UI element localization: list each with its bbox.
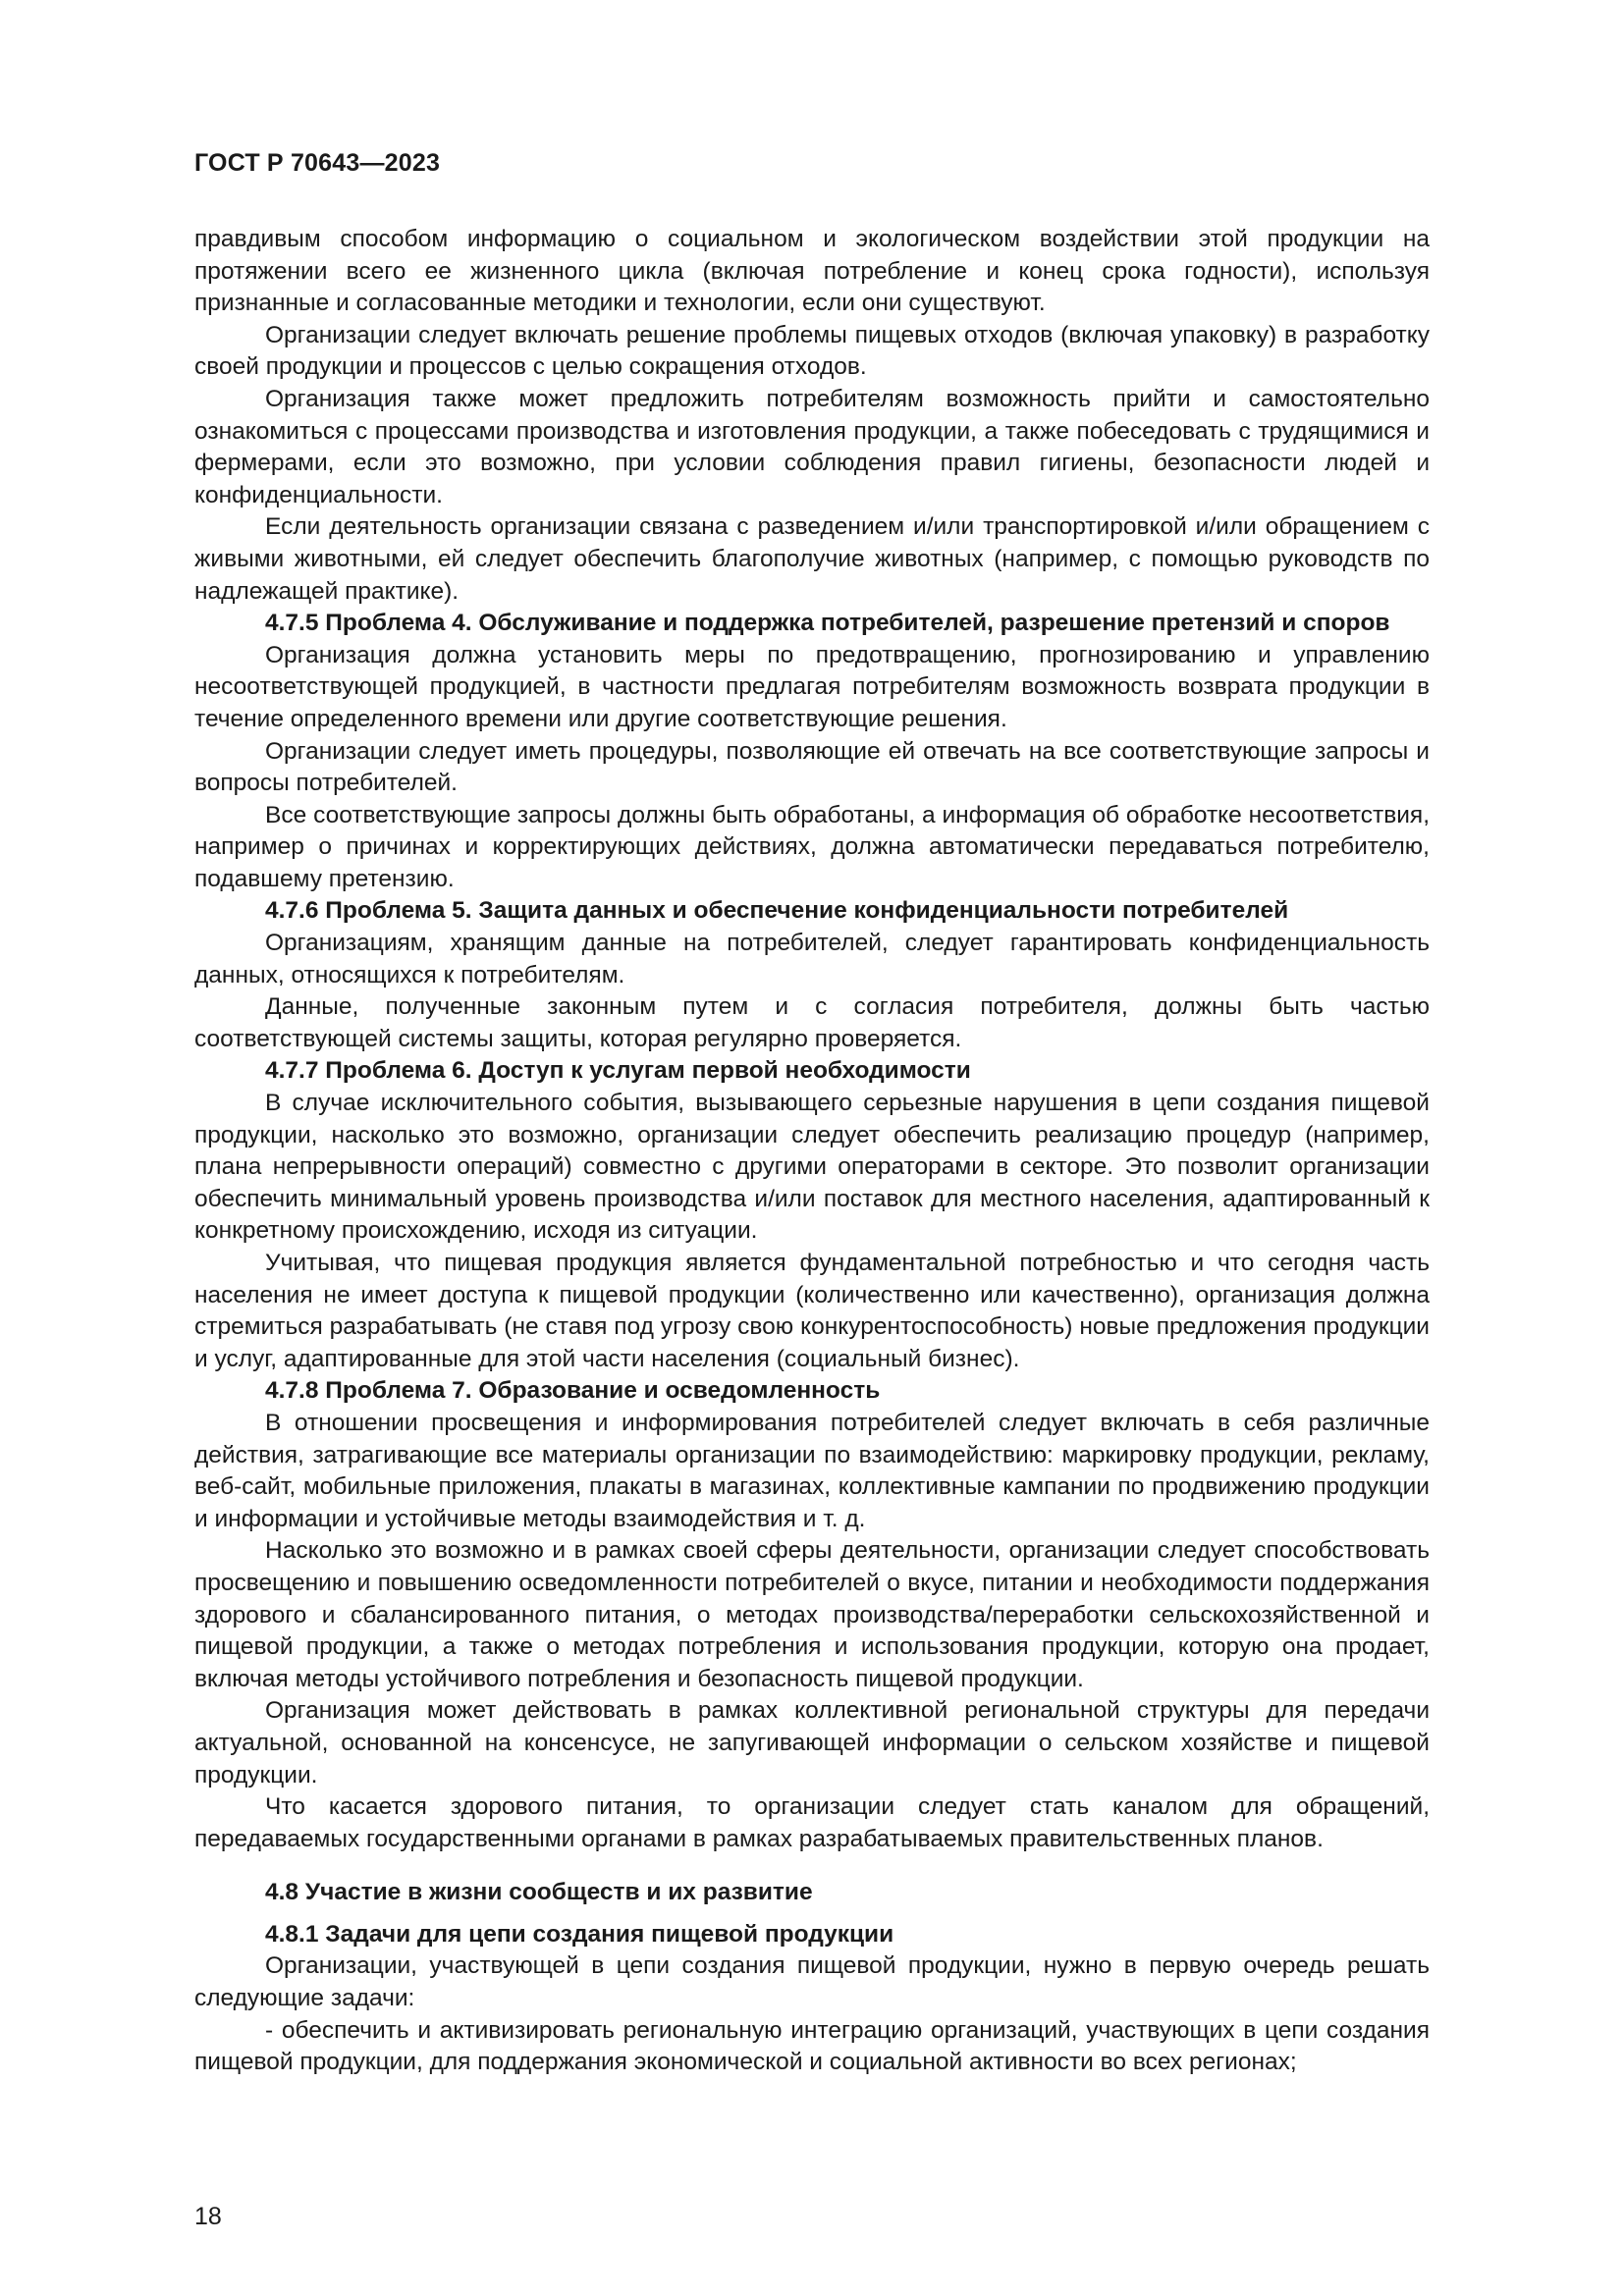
section-heading-4-7-8: 4.7.8 Проблема 7. Образование и осведомленность [265,1377,881,1405]
paragraph: Организация также может предложить потребителям возможность прийти и самостоятельно ознакомиться с процессами производства и изготовления продукции, а также побеседовать с трудящимися и фермерами, если это возможно, при условии соблюдения правил гигиены, безопасности людей и конфиденциальности. [194,385,1430,508]
paragraph: В отношении просвещения и информирования потребителей следует включать в себя различные действия, затрагивающие все материалы организации по взаимодействию: маркировку продукции, рекламу, веб-сайт, мобильные приложения, плакаты в магазинах, коллективные кампании по продвижению продукции и информации и устойчивые методы взаимодействия и т. д. [194,1409,1430,1532]
paragraph: Данные, полученные законным путем и с согласия потребителя, должны быть частью соответствующей системы защиты, которая регулярно проверяется. [194,993,1430,1052]
paragraph: Учитывая, что пищевая продукция является фундаментальной потребностью и что сегодня часть населения не имеет доступа к пищевой продукции (количественно или качественно), организация должна стремиться разрабатывать (не ставя под угрозу свою конкурентоспособность) новые предложения продукции и услуг, адаптированные для этой части населения (социальный бизнес). [194,1250,1430,1372]
paragraph: Если деятельность организации связана с разведением и/или транспортировкой и/или обращением с живыми животными, ей следует обеспечить благополучие животных (например, с помощью руководств по надлежащей практике). [194,513,1430,605]
paragraph: Организации следует включать решение проблемы пищевых отходов (включая упаковку) в разработку своей продукции и процессов с целью сокращения отходов. [194,321,1430,381]
paragraph: Организация может действовать в рамках коллективной региональной структуры для передачи актуальной, основанной на консенсусе, не запугивающей информации о сельском хозяйстве и пищевой продукции. [194,1697,1430,1789]
section-heading-4-8: 4.8 Участие в жизни сообществ и их развитие [265,1879,813,1906]
paragraph: Организации, участвующей в цепи создания пищевой продукции, нужно в первую очередь решать следующие задачи: [194,1952,1430,2012]
document-code-header: ГОСТ Р 70643—2023 [194,149,441,177]
page-number: 18 [194,2203,222,2230]
paragraph: Все соответствующие запросы должны быть обработаны, а информация об обработке несоответствия, например о причинах и корректирующих действиях, должна автоматически передаваться потребителю, подавшему претензию. [194,801,1430,892]
paragraph: Насколько это возможно и в рамках своей сферы деятельности, организации следует способствовать просвещению и повышению осведомленности потребителей о вкусе, питании и необходимости поддержания здорового и сбалансированного питания, о методах производства/переработки сельскохозяйственной и пищевой продукции, а также о методах потребления и использования продукции, которую она продает, включая методы устойчивого потребления и безопасность пищевой продукции. [194,1537,1430,1692]
paragraph: Организации следует иметь процедуры, позволяющие ей отвечать на все соответствующие запросы и вопросы потребителей. [194,737,1430,797]
page-content [194,224,1430,2079]
paragraph: В случае исключительного события, вызывающего серьезные нарушения в цепи создания пищевой продукции, насколько это возможно, организации следует обеспечить реализацию процедур (например, плана непрерывности операций) совместно с другими операторами в секторе. Это позволит организации обеспечить минимальный уровень производства и/или поставок для местного населения, адаптированный к конкретному происхождению, исходя из ситуации. [194,1090,1430,1245]
section-heading-4-7-5: 4.7.5 Проблема 4. Обслуживание и поддержка потребителей, разрешение претензий и споров [265,610,1390,637]
paragraph: Что касается здорового питания, то организации следует стать каналом для обращений, передаваемых государственными органами в рамках разрабатываемых правительственных планов. [194,1793,1430,1852]
paragraph: Организация должна установить меры по предотвращению, прогнозированию и управлению несоответствующей продукцией, в частности предлагая потребителям возможность возврата продукции в течение определенного времени или другие соответствующие решения. [194,641,1430,732]
section-heading-4-7-7: 4.7.7 Проблема 6. Доступ к услугам первой необходимости [265,1057,971,1085]
section-heading-4-7-6: 4.7.6 Проблема 5. Защита данных и обеспечение конфиденциальности потребителей [265,897,1289,925]
paragraph: Организациям, хранящим данные на потребителей, следует гарантировать конфиденциальность данных, относящихся к потребителям. [194,930,1430,988]
list-item: - обеспечить и активизировать региональную интеграцию организаций, участвующих в цепи создания пищевой продукции, для поддержания экономической и социальной активности во всех регионах; [194,2016,1430,2076]
paragraph: правдивым способом информацию о социальном и экологическом воздействии этой продукции на протяжении всего ее жизненного цикла (включая потребление и конец срока годности), используя признанные и согласованные методики и технологии, если они существуют. [194,226,1430,317]
section-heading-4-8-1: 4.8.1 Задачи для цепи создания пищевой продукции [265,1920,894,1948]
